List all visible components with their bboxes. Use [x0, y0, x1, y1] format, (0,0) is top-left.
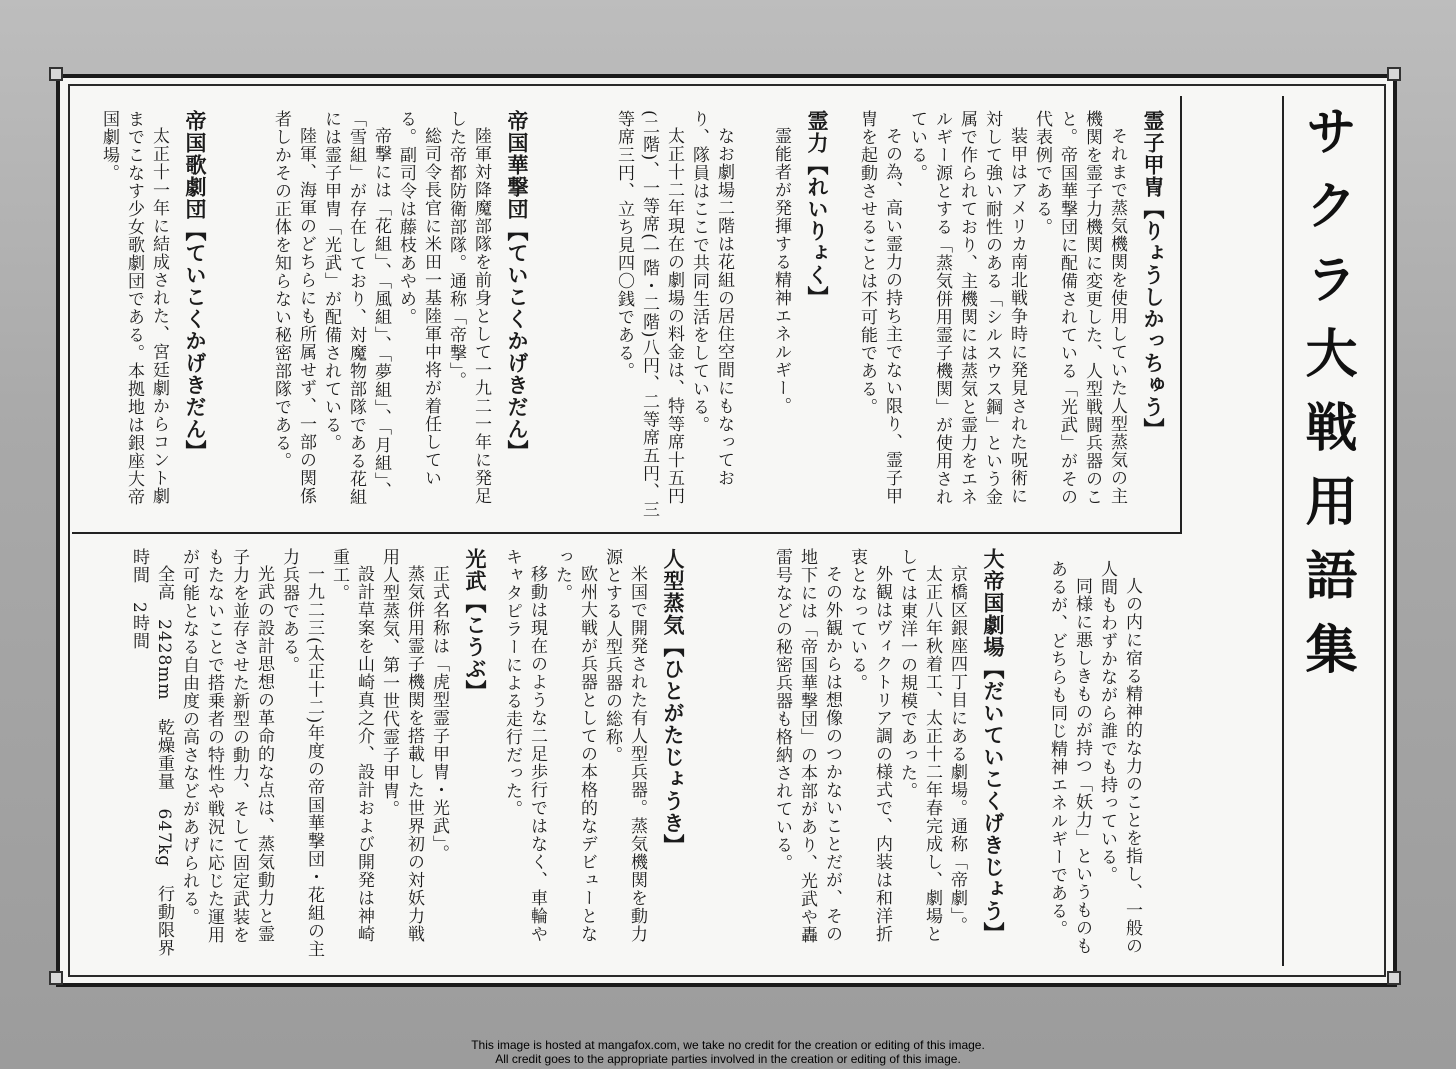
- entry-text: 蒸気併用霊子機関を搭載した世界初の対妖力戦用人型蒸気、第一世代霊子甲冑。: [379, 548, 424, 943]
- corner-mark: [49, 67, 63, 81]
- entry-text: その為、高い霊力の持ち主でない限り、霊子甲冑を起動させることは不可能である。: [857, 110, 902, 505]
- entry-text: 全高 2428mm 乾燥重量 647kg 行動限界時間 2時間: [129, 548, 174, 958]
- entry-text: 京橋区銀座四丁目にある劇場。通称「帝劇」。: [947, 565, 967, 935]
- entry-text: 米国で開発された有人型兵器。蒸気機関を動力源とする人型兵器の総称。: [602, 548, 647, 943]
- entry-heading: 帝国歌劇団【ていこくかげきだん】: [183, 110, 208, 462]
- entry-heading: 帝国華撃団【ていこくかげきだん】: [505, 110, 530, 462]
- section-divider: [1180, 96, 1182, 534]
- entry-text: 正式名称は「虎型霊子甲冑・光武」。: [429, 565, 449, 863]
- corner-mark: [1387, 971, 1401, 985]
- entry-text: 光武の設計思想の革命的な点は、蒸気動力と霊子力を並存させた新型の動力、そして固定武装をもたないことで搭乗者の特性や戦況に応じた運用が可能となる自由度の高さなどがあげられる。: [179, 548, 274, 944]
- entry-daiteikoku: [756, 548, 1006, 960]
- corner-mark: [49, 971, 63, 985]
- entry-text: 陸軍、海軍のどちらにも所属せず、一部の関係者しかその正体を知らない秘密部隊である。: [271, 110, 316, 505]
- entry-text: 装甲はアメリカ南北戦争時に発見された呪術に対して強い耐性のある「シルスウス鋼」という金属で作られており、主機関には蒸気と霊力をエネルギー源とする「蒸気併用霊子機関」が使用されている。: [907, 110, 1027, 506]
- entry-text: 霊能者が発揮する精神エネルギー。: [771, 127, 791, 415]
- credit-line-1: This image is hosted at mangafox.com, we take no credit for the creation or editing of this image.: [471, 1038, 985, 1052]
- entry-text: 欧州大戦が兵器としての本格的なデビューとなった。: [552, 548, 597, 943]
- corner-mark: [1387, 67, 1401, 81]
- entry-text: 陸軍対降魔部隊を前身として一九二一年に発足した帝都防衛部隊。通称「帝撃」。: [446, 110, 491, 505]
- entry-text: 人の内に宿る精神的な力のことを指し、一般の人間もわずかながら誰でも持っている。: [1097, 560, 1142, 955]
- entry-text: 外観はヴィクトリア調の様式で、内装は和洋折衷となっている。: [847, 548, 892, 943]
- entry-koubu: [88, 548, 488, 960]
- entry-text: 同様に悪しきものが持つ「妖力」というものもあるが、どちらも同じ精神エネルギーである。: [1047, 560, 1092, 955]
- entry-reiryoku: [756, 110, 830, 522]
- title-divider: [1282, 96, 1284, 966]
- entry-heading: 霊子甲冑【りょうしかっちゅう】: [1141, 110, 1166, 440]
- page-title: サクラ大戦用語集: [1296, 104, 1357, 696]
- entry-text: 太正八年秋着工、太正十二年春完成し、劇場としては東洋一の規模であった。: [897, 548, 942, 943]
- entry-heading: 大帝国劇場【だいていこくげきじょう】: [981, 548, 1006, 944]
- section-divider: [72, 532, 1182, 534]
- entry-text: それまで蒸気機関を使用していた人型蒸気の主機関を霊子力機関に変更した、人型戦闘兵器のこと。帝国華撃団に配備されている「光武」がその代表例である。: [1032, 110, 1127, 506]
- entry-jinkei: [502, 548, 686, 960]
- entry-text: 設計草案を山崎真之介、設計および開発は神崎重工。: [329, 548, 374, 943]
- entry-text: その外観からは想像のつかないことだが、その地下には「帝国華撃団」の本部があり、光武や轟雷号などの秘密兵器も格納されている。: [772, 548, 842, 944]
- entry-text: なお劇場二階は花組の居住空間にもなっており、隊員はここで共同生活をしている。: [689, 110, 734, 487]
- entry-reiryoku-cont: [1036, 560, 1144, 960]
- entry-theater-note: [556, 110, 736, 522]
- credit-line-2: All credit goes to the appropriate parties involved in the creation or editing of this image.: [495, 1052, 961, 1066]
- entry-heading: 光武【こうぶ】: [463, 548, 488, 702]
- entry-text: 太正十二年現在の劇場の料金は、特等席十五円(二階)、一等席(一階・二階)八円、二等席五円、三等席三円、立ち見四〇銭である。: [614, 110, 684, 519]
- entry-heading: 霊力【れいりょく】: [805, 110, 830, 308]
- entry-text: 一九二三(太正十二)年度の帝国華撃団・花組の主力兵器である。: [279, 548, 324, 959]
- entry-kagekidan-revue: [88, 110, 208, 522]
- entry-text: 総司令長官に米田一基陸軍中将が着任している。副司令は藤枝あやめ。: [396, 110, 441, 487]
- entry-kagekidan: [230, 110, 530, 522]
- entry-text: 帝撃には「花組」、「風組」、「夢組」、「月組」、「雪組」が存在しており、対魔物部隊である花組には霊子甲冑「光武」が配備されている。: [321, 110, 391, 506]
- entry-text: 移動は現在のような二足歩行ではなく、車輪やキャタピラーによる走行だった。: [502, 548, 547, 943]
- entry-heading: 人型蒸気【ひとがたじょうき】: [661, 548, 686, 856]
- entry-reishi: [857, 110, 1166, 522]
- entry-text: 太正十一年に結成された、宮廷劇からコント劇までこなす少女歌劇団である。本拠地は銀座大帝国劇場。: [99, 110, 169, 506]
